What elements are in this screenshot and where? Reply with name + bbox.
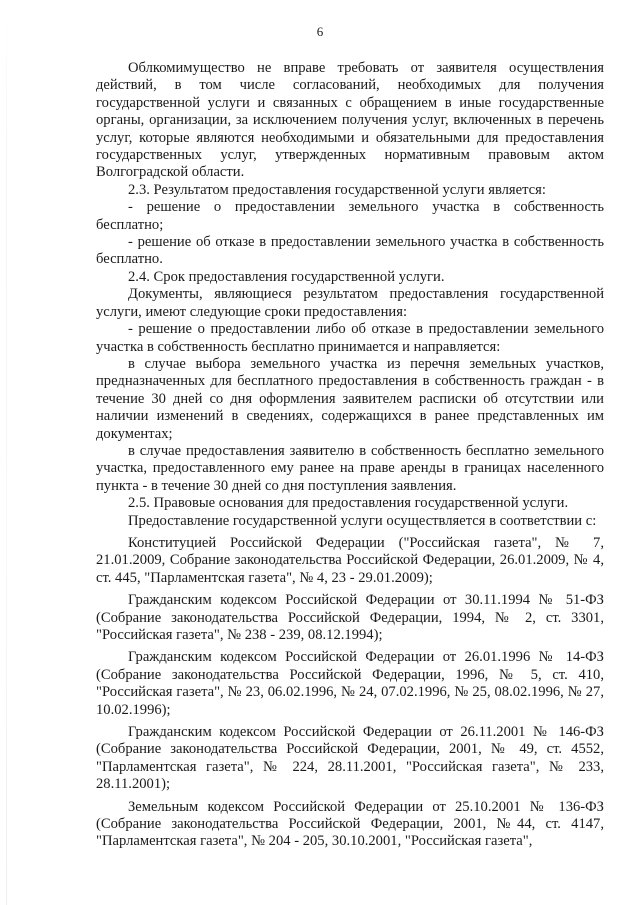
list-item-result-refusal: - решение об отказе в предоставлении земельного участка в собственность бесплатно. [96, 234, 604, 268]
paragraph-documents-terms: Документы, являющиеся результатом предоставления государственной услуги, имеют следующие сроки предоставления: [96, 286, 604, 320]
section-heading-2-5: 2.5. Правовые основания для предоставления государственной услуги. [128, 495, 569, 512]
scan-edge-shadow [6, 0, 7, 905]
paragraph-case-lease: в случае предоставления заявителю в собственность бесплатно земельного участка, предоставленного ему ранее на праве аренды в границах населенного пункта - в течение 30 дней со дня поступления заявления. [96, 442, 604, 494]
legal-ref-civil-code-2001: Гражданским кодексом Российской Федерации от 26.11.2001 № 146-ФЗ (Собрание законодательства Российской Федерации, 2001, № 49, ст. 4552, "Парламентская газета", № 224, 28.11.2001, "Российская газета", № 233, 28.11.2001); [96, 724, 604, 793]
legal-ref-civil-code-1994: Гражданским кодексом Российской Федерации от 30.11.1994 № 51-ФЗ (Собрание законодательства Российской Федерации, 1994, № 2, ст. 3301, "Российская газета", № 238 - 239, 08.12.1994); [96, 592, 604, 643]
page-number: 6 [316, 24, 324, 39]
list-item-result-grant: - решение о предоставлении земельного участка в собственность бесплатно; [96, 199, 604, 233]
paragraph-case-list-selection: в случае выбора земельного участка из перечня земельных участков, предназначенных для бесплатного предоставления в собственность граждан - в течение 30 дней со дня оформления заявителем расписки об отсутствии или наличии изменений в сведениях, содержащихся в ранее представленных им документах; [96, 355, 604, 442]
list-item-decision-term: - решение о предоставлении либо об отказе в предоставлении земельного участка в собственность бесплатно принимается и направляется: [96, 321, 604, 355]
legal-ref-civil-code-1996: Гражданским кодексом Российской Федерации от 26.01.1996 № 14-ФЗ (Собрание законодательства Российской Федерации, 1996, № 5, ст. 410, "Российская газета", № 23, 06.02.1996, № 24, 07.02.1996, № 25, 08.02.1996, № 27, 10.02.1996); [96, 649, 604, 718]
section-heading-2-3: 2.3. Результатом предоставления государственной услуги является: [128, 181, 546, 198]
legal-ref-constitution: Конституцией Российской Федерации ("Российская газета", № 7, 21.01.2009, Собрание законодательства Российской Федерации, 26.01.2009, № 4, ст. 445, "Парламентская газета", № 4, 23 - 29.01.2009); [96, 534, 604, 586]
legal-ref-land-code-2001: Земельным кодексом Российской Федерации от 25.10.2001 № 136-ФЗ (Собрание законодательства Российской Федерации, 2001, №44, ст. 4147, "Парламентская газета", № 204 - 205, 30.10.2001, "Российская газета", [96, 798, 604, 850]
paragraph-obligations: Облкомимущество не вправе требовать от заявителя осуществления действий, в том числе согласований, необходимых для получения государственной услуги и связанных с обращением в иные государственные органы, организации, за исключением получения услуг, включенных в перечень услуг, которые являются необходимыми и обязательными для предоставления государственных услуг, утвержденных нормативным правовым актом Волгоградской области. [96, 60, 604, 181]
paragraph-legal-basis-intro: Предоставление государственной услуги осуществляется в соответствии с: [128, 512, 597, 529]
document-body [96, 60, 604, 851]
section-heading-2-4: 2.4. Срок предоставления государственной услуги. [128, 268, 445, 285]
